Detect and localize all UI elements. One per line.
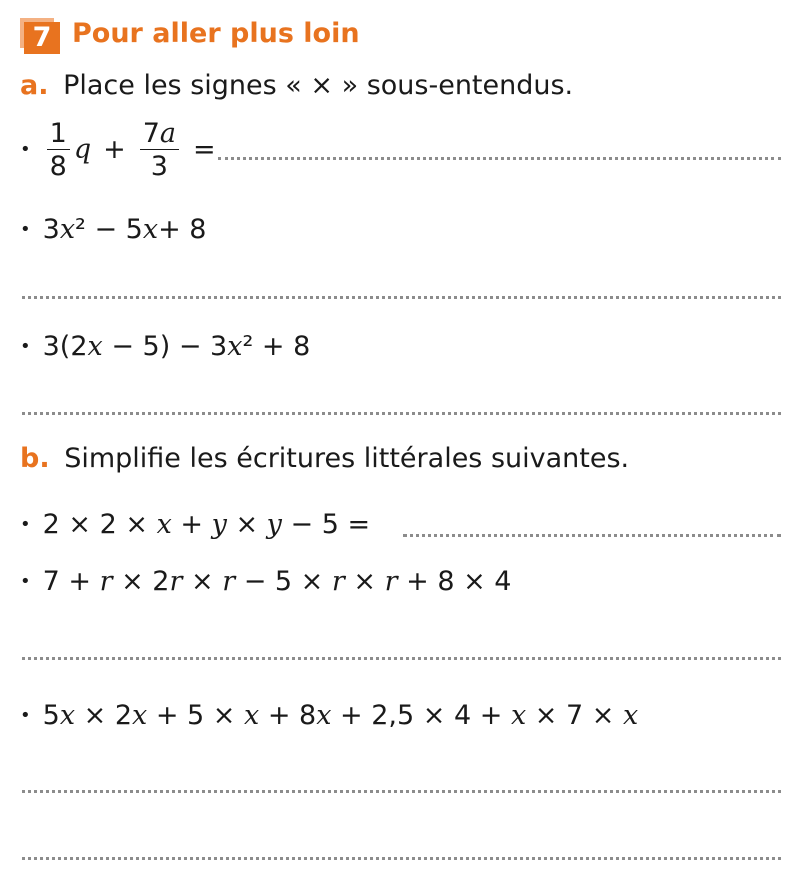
bullet: • — [20, 139, 31, 160]
answer-line[interactable] — [218, 157, 781, 160]
answer-line[interactable] — [22, 296, 781, 299]
part-a-item-3 — [20, 329, 310, 365]
bullet: • — [20, 705, 31, 726]
bullet: • — [20, 336, 31, 357]
fraction-denominator: 8 — [49, 151, 67, 182]
bullet: • — [20, 571, 31, 592]
expression: 3x² − 5x+ 8 — [42, 214, 207, 245]
fraction-denominator: 3 — [150, 151, 168, 182]
fraction-numerator: 1 — [47, 120, 70, 150]
variable-q: q — [73, 134, 92, 165]
expression: 2 × 2 × x + y × y − 5 = — [42, 509, 371, 540]
part-a-letter: a. — [20, 70, 49, 101]
exercise-title: Pour aller plus loin — [72, 18, 360, 49]
expression: 7 + r × 2r × r − 5 × r × r + 8 × 4 — [42, 566, 512, 597]
part-a-item-2 — [20, 212, 206, 248]
answer-line[interactable] — [22, 412, 781, 415]
answer-line[interactable] — [22, 657, 781, 660]
exercise-number: 7 — [24, 22, 60, 54]
part-b-instruction: Simplifie les écritures littérales suivantes. — [64, 443, 630, 474]
expression: 3(2x − 5) − 3x² + 8 — [42, 331, 311, 362]
fraction-one-eighth — [47, 120, 70, 180]
part-a-item-1 — [20, 120, 216, 180]
expression: 5x × 2x + 5 × x + 8x + 2,5 × 4 + x × 7 × x — [42, 700, 639, 731]
part-b-item-1 — [20, 507, 370, 543]
bullet: • — [20, 219, 31, 240]
answer-line[interactable] — [22, 790, 781, 793]
fraction-numerator — [140, 120, 179, 150]
part-b-letter: b. — [20, 443, 50, 474]
answer-line[interactable] — [22, 857, 781, 860]
answer-line[interactable] — [403, 534, 781, 537]
fraction-7a-over-3 — [140, 120, 179, 180]
numerator-variable: a — [159, 118, 177, 149]
part-b-heading — [20, 441, 629, 477]
plus-sign: + — [103, 134, 126, 165]
numerator-coefficient: 7 — [142, 118, 160, 149]
part-a-heading — [20, 68, 573, 104]
bullet: • — [20, 514, 31, 535]
part-b-item-2 — [20, 564, 511, 600]
part-a-instruction: Place les signes « × » sous-entendus. — [63, 70, 574, 101]
exercise-number-badge — [20, 18, 60, 52]
equals-sign: = — [193, 134, 216, 165]
part-b-item-3 — [20, 698, 638, 734]
